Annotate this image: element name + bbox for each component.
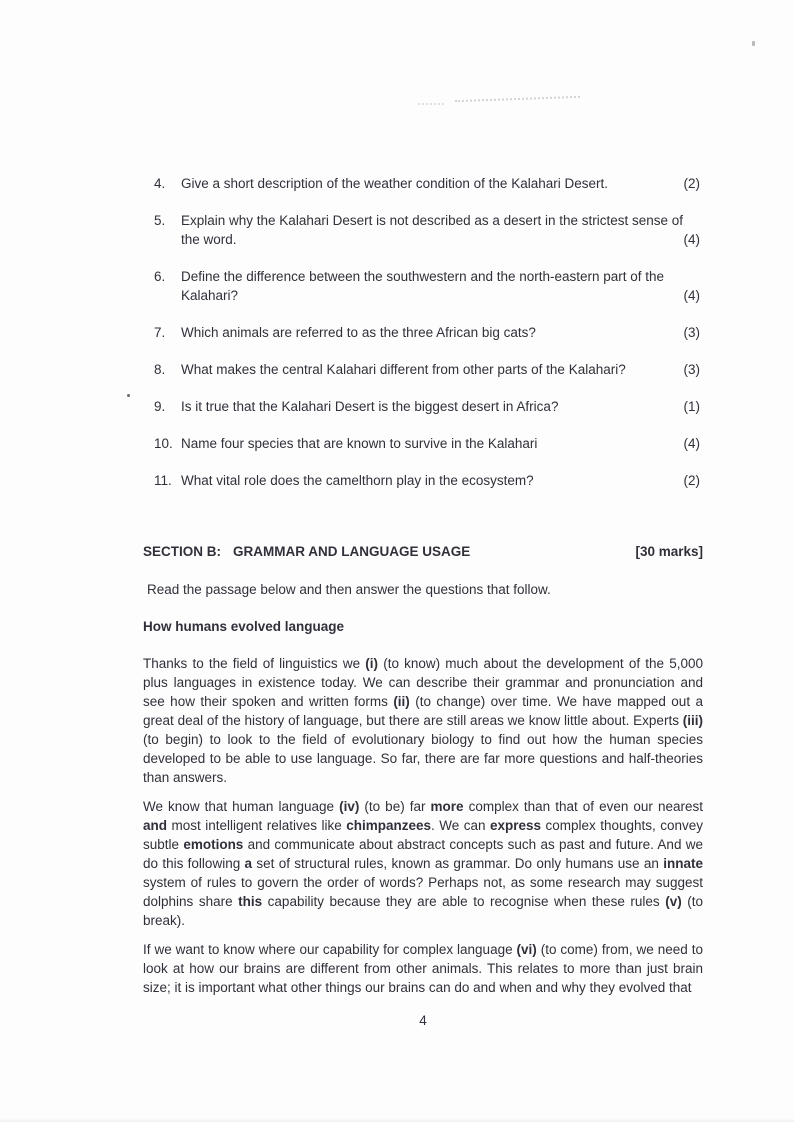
instruction-text: Read the passage below and then answer the questions that follow. (147, 582, 551, 597)
question-text: Define the difference between the southwestern and the north-eastern part of the Kalahari? (181, 269, 665, 303)
question-number: 5. (154, 213, 166, 228)
passage-heading: How humans evolved language (143, 619, 345, 634)
question-number: 9. (154, 399, 166, 414)
section-heading (143, 542, 703, 561)
question-number: 11. (154, 473, 172, 488)
question-marks: (2) (683, 176, 700, 191)
question-text: What makes the central Kalahari different from other parts of the Kalahari? (181, 362, 626, 377)
question-text: Name four species that are known to survive in the Kalahari (181, 436, 538, 451)
question-number: 7. (154, 325, 166, 340)
scan-artifact-scribble (418, 103, 444, 105)
question-item (143, 174, 703, 193)
scan-edge-shadow (0, 1118, 794, 1122)
question-item (143, 397, 703, 416)
question-marks: (1) (683, 399, 700, 414)
question-marks: (4) (683, 288, 700, 303)
question-number: 8. (154, 362, 166, 377)
section-label: SECTION B: (143, 544, 222, 559)
scan-artifact-scribble (455, 96, 580, 102)
question-text: Is it true that the Kalahari Desert is the biggest desert in Africa? (181, 399, 559, 414)
scan-artifact-speck (752, 41, 755, 46)
question-marks: (3) (683, 325, 700, 340)
passage-paragraph: Thanks to the field of linguistics we (i) (to know) much about the development of the 5,000 plus languages in existence today. We can describe their grammar and pronunciation and see how their spoken and written forms (ii) (to change) over time. We have mapped out a great deal of the history of language, but there are still areas we know little about. Experts (iii) (to begin) to look to the field of evolutionary biology to find out how the human species developed to be able to use language. So far, there are far more questions and half-theories than answers. (143, 656, 703, 785)
section-marks: [30 marks] (635, 544, 703, 559)
question-text: Give a short description of the weather condition of the Kalahari Desert. (181, 176, 608, 191)
question-item (143, 267, 703, 305)
scan-artifact-speck (127, 394, 130, 397)
question-item (143, 211, 703, 249)
question-number: 4. (154, 176, 166, 191)
question-item (143, 360, 703, 379)
page-content (143, 174, 703, 1030)
section-title: GRAMMAR AND LANGUAGE USAGE (233, 544, 471, 559)
passage-paragraph: We know that human language (iv) (to be) far more complex than that of even our nearest and most intelligent relatives like chimpanzees. We can express complex thoughts, convey subtle emotions and communicate about abstract concepts such as past and future. And we do this following a set of structural rules, known as grammar. Do only humans use an innate system of rules to govern the order of words? Perhaps not, as some research may suggest dolphins share this capability because they are able to recognise when these rules (v) (to break). (143, 799, 704, 928)
question-item (143, 323, 703, 342)
question-marks: (4) (683, 436, 700, 451)
question-number: 6. (154, 269, 166, 284)
question-marks: (4) (683, 232, 700, 247)
question-marks: (2) (683, 473, 700, 488)
question-item (143, 434, 703, 453)
question-marks: (3) (683, 362, 700, 377)
question-text: What vital role does the camelthorn play in the ecosystem? (181, 473, 534, 488)
question-number: 10. (154, 436, 173, 451)
question-text: Which animals are referred to as the three African big cats? (181, 325, 536, 340)
question-item (143, 471, 703, 490)
passage-paragraph: If we want to know where our capability for complex language (vi) (to come) from, we need to look at how our brains are different from other animals. This relates to more than just brain size; it is important what other things our brains can do and when and why they evolved that (143, 942, 703, 995)
question-text: Explain why the Kalahari Desert is not described as a desert in the strictest sense of the word. (181, 213, 684, 247)
page-number: 4 (419, 1013, 427, 1028)
